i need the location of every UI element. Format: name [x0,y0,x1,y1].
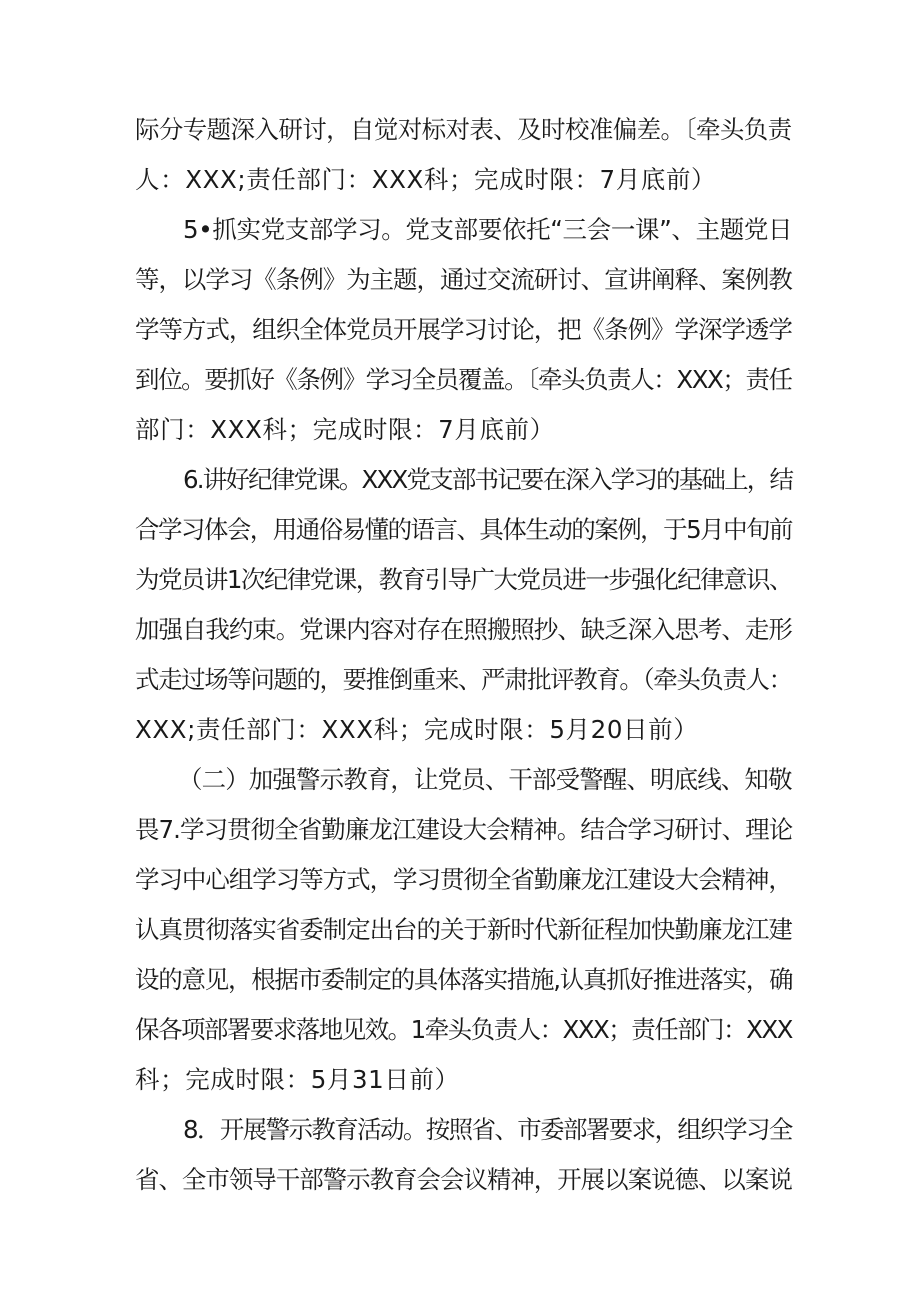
text-line-16: 学习中心组学习等方式，学习贯彻全省勤廉龙江建设大会精神， [135,865,792,894]
text-line-20: 科；完成时限：5月31日前） [135,1065,460,1094]
text-line-15: 畏7.学习贯彻全省勤廉龙江建设大会精神。结合学习研讨、理论 [135,815,793,844]
text-line-11: 加强自我约束。党课内容对存在照搬照抄、缺乏深入思考、走形 [135,615,792,644]
section-heading-2: （二）加强警示教育，让党员、干部受警醒、明底线、知敬 [178,765,792,794]
text-line-18: 设的意见，根据市委制定的具体落实措施,认真抓好推进落实，确 [135,965,793,994]
text-line-12: 式走过场等问题的，要推倒重来、严肃批评教育。（牵头负责人： [135,665,792,694]
text-line-19: 保各项部署要求落地见效。1牵头负责人：XXX；责任部门：XXX [135,1015,792,1044]
text-line-3: 5•抓实党支部学习。党支部要依托“三会一课”、主题党日 [183,215,793,244]
text-line-10: 为党员讲1次纪律党课，教育引导广大党员进一步强化纪律意识、 [135,565,792,594]
text-line-4: 等，以学习《条例》为主题，通过交流研讨、宣讲阐释、案例教 [135,265,792,294]
text-line-5: 学等方式，组织全体党员开展学习讨论，把《条例》学深学透学 [135,315,792,344]
text-line-7: 部门：XXX科；完成时限：7月底前） [135,415,555,444]
text-line-2: 人：XXX;责任部门：XXX科；完成时限：7月底前） [135,165,717,194]
text-line-6: 到位。要抓好《条例》学习全员覆盖。〔牵头负责人：XXX；责任 [135,365,792,394]
text-line-22: 省、全市领导干部警示教育会会议精神，开展以案说德、以案说 [135,1165,792,1194]
text-line-9: 合学习体会，用通俗易懂的语言、具体生动的案例，于5月中旬前 [135,515,792,544]
text-line-8: 6.讲好纪律党课。XXX党支部书记要在深入学习的基础上，结 [183,465,793,494]
text-line-17: 认真贯彻落实省委制定出台的关于新时代新征程加快勤廉龙江建 [135,915,792,944]
text-line-1: 际分专题深入研讨，自觉对标对表、及时校准偏差。〔牵头负责 [135,115,792,144]
text-line-13: XXX;责任部门：XXX科；完成时限：5月20日前） [135,715,699,744]
text-line-21: 8．开展警示教育活动。按照省、市委部署要求，组织学习全 [183,1115,792,1144]
